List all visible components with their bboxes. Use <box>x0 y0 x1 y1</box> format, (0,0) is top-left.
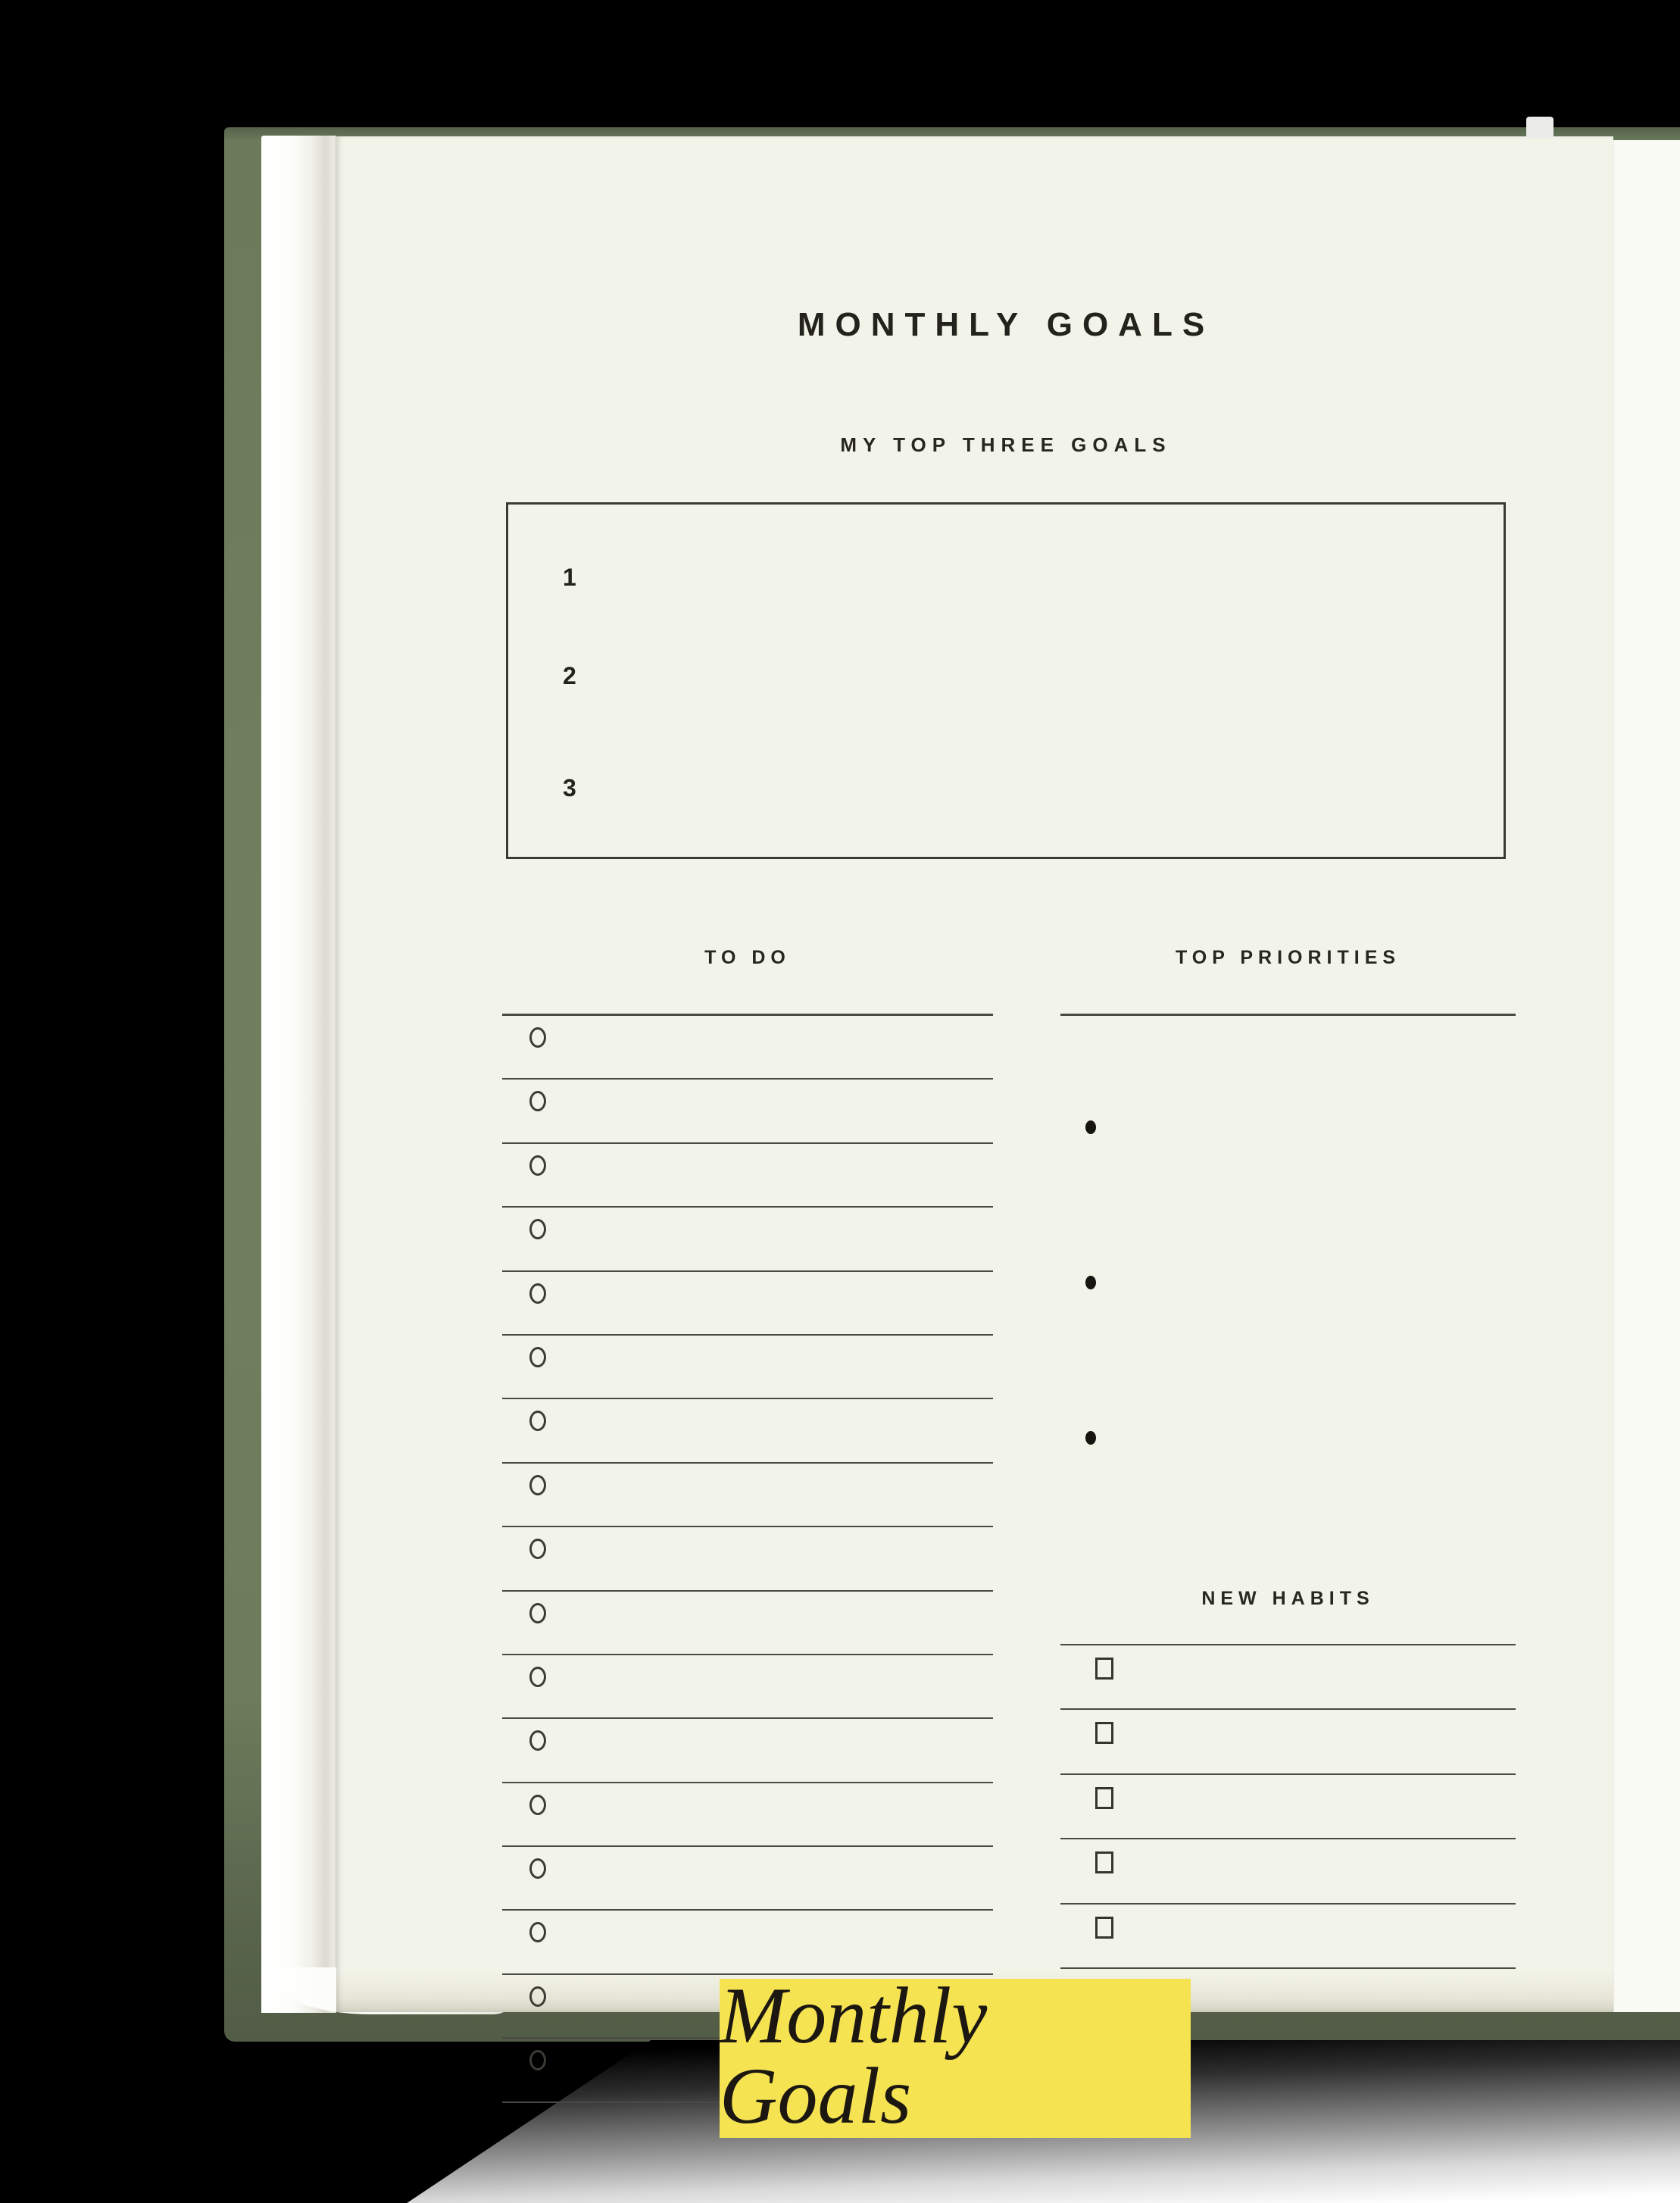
todo-circle-icon <box>529 1730 546 1751</box>
todo-circle-icon <box>529 1603 546 1623</box>
priority-bullet-icon <box>1085 1120 1096 1134</box>
habit-checkbox-icon <box>1095 1722 1113 1744</box>
todo-circle-icon <box>529 1091 546 1111</box>
todo-row <box>502 1858 993 1911</box>
todo-circle-icon <box>529 2050 546 2070</box>
todo-row <box>502 1603 993 1655</box>
todo-row <box>502 1795 993 1847</box>
goal-number-3: 3 <box>563 774 576 802</box>
goal-number-1: 1 <box>563 564 576 591</box>
top-priorities-list <box>1060 1014 1516 1607</box>
top-priorities-heading: TOP PRIORITIES <box>1175 947 1401 968</box>
todo-circle-icon <box>529 1986 546 2007</box>
todo-row <box>502 1091 993 1143</box>
todo-circle-icon <box>529 1411 546 1431</box>
todo-row <box>502 1411 993 1463</box>
todo-circle-icon <box>529 1539 546 1559</box>
habit-checkbox-icon <box>1095 1658 1113 1680</box>
top-three-goals-heading: MY TOP THREE GOALS <box>840 433 1172 456</box>
todo-row <box>502 1667 993 1719</box>
todo-circle-icon <box>529 1922 546 1942</box>
page-right-edge <box>1613 140 1680 2012</box>
todo-row <box>502 1475 993 1527</box>
page-stack-edge <box>261 136 336 2013</box>
habit-checkbox-icon <box>1095 1851 1113 1873</box>
todo-row <box>502 1283 993 1336</box>
habit-row <box>1060 1658 1516 1710</box>
todo-circle-icon <box>529 1475 546 1495</box>
habit-row <box>1060 1851 1516 1904</box>
todo-circle-icon <box>529 1155 546 1176</box>
todo-row <box>502 1155 993 1208</box>
new-habits-list <box>1060 1644 1516 1969</box>
goal-number-2: 2 <box>563 662 576 689</box>
todo-circle-icon <box>529 1283 546 1304</box>
habit-checkbox-icon <box>1095 1917 1113 1939</box>
habit-checkbox-icon <box>1095 1787 1113 1809</box>
todo-circle-icon <box>529 1219 546 1239</box>
new-habits-heading: NEW HABITS <box>1201 1588 1375 1609</box>
todo-heading: TO DO <box>704 947 791 968</box>
todo-row <box>502 1027 993 1080</box>
yellow-label-text: Monthly Goals <box>720 1971 988 2140</box>
todo-row <box>502 1219 993 1271</box>
page-title: MONTHLY GOALS <box>797 306 1215 343</box>
priority-bullet-icon <box>1085 1276 1096 1289</box>
habit-row <box>1060 1917 1516 1969</box>
todo-list <box>502 1014 993 2103</box>
todo-row <box>502 1922 993 1974</box>
todo-circle-icon <box>529 1027 546 1048</box>
todo-circle-icon <box>529 1795 546 1815</box>
priority-bullet-icon <box>1085 1431 1096 1445</box>
page-tab <box>1526 117 1554 138</box>
todo-circle-icon <box>529 1858 546 1879</box>
habit-row <box>1060 1722 1516 1774</box>
todo-circle-icon <box>529 1347 546 1367</box>
top-three-goals-box <box>506 502 1506 859</box>
todo-row <box>502 1347 993 1399</box>
habit-row <box>1060 1787 1516 1839</box>
todo-row <box>502 1539 993 1591</box>
todo-circle-icon <box>529 1667 546 1687</box>
todo-row <box>502 1730 993 1783</box>
yellow-label <box>720 1971 1191 2140</box>
